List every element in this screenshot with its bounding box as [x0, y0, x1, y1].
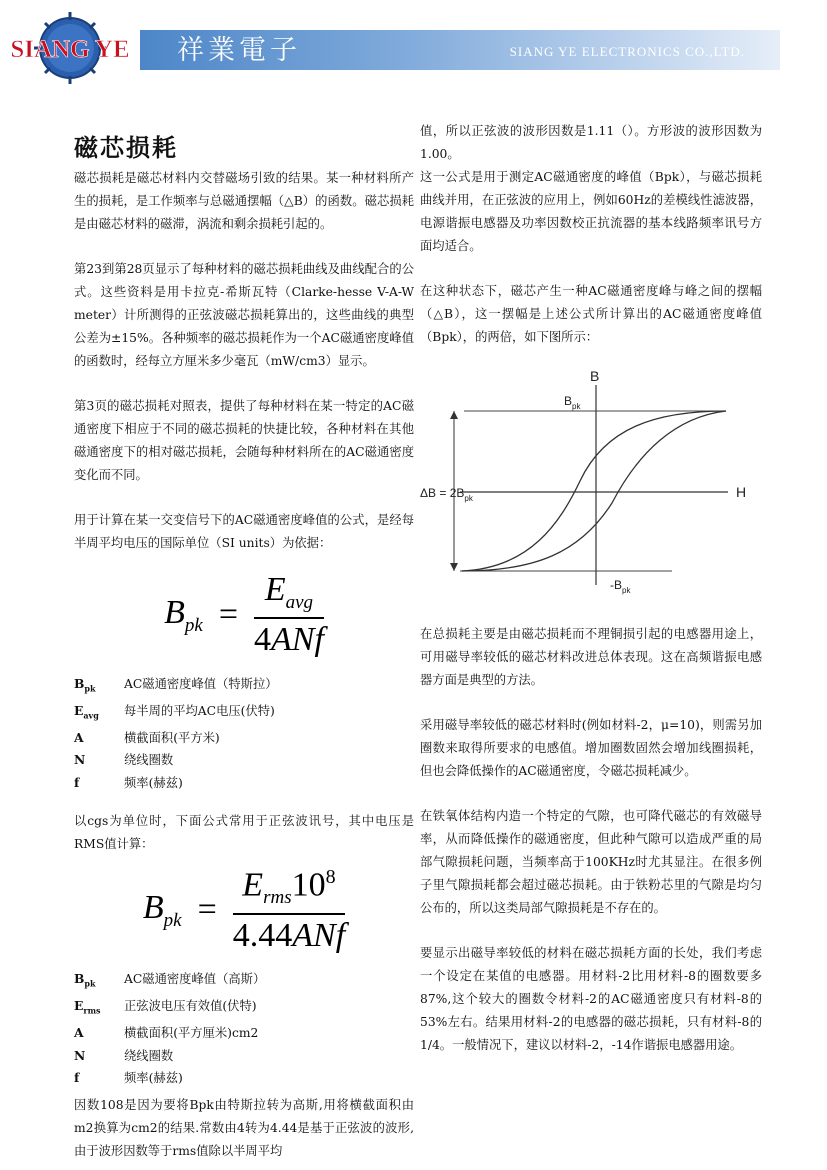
- formula-numerator: $E_{rms}10^8$: [242, 865, 336, 908]
- paragraph-factor-explanation: 因数108是因为要将Bpk由特斯拉转为高斯,用将横截面积由m2换算为cm2的结果.常数由4转为4.44是基于正弦波的波形,由于波形因数等于rms值除以半周平均: [74, 1097, 414, 1158]
- definition-row: f 频率(赫兹): [74, 1070, 183, 1086]
- paragraph-flux-swing: 在这种状态下，磁芯产生一种AC磁通密度峰与峰之间的摆幅（△B），这一摆幅是上述公式所计算出的AC磁通密度峰值（Bpk），的两倍，如下图所示：: [420, 284, 762, 344]
- formula-equals: =: [197, 891, 217, 929]
- definition-row: N 绕线圈数: [74, 1047, 174, 1063]
- paragraph-form-factor: 值，所以正弦波的波形因数是1.11（）。方形波的波形因数为1.00。: [420, 124, 762, 161]
- paragraph-air-gap: 在铁氧体结构内造一个特定的气隙，也可降代磁芯的有效磁导率，从而降低操作的磁通密度，但此种气隙可以造成严重的局部气隙损耗问题，当频率高于100KHz时尤其显注。在很多例子里气隙损耗都会超过磁芯损耗。由于铁粉芯里的气隙是均匀公布的，所以这类局部气隙损耗是不存在的。: [420, 809, 762, 915]
- logo-text: SIANG YE: [10, 36, 130, 63]
- definition-row: A 横截面积(平方米): [74, 729, 220, 745]
- paragraph-loss-table: 第3页的磁芯损耗对照表，提供了每种材料在某一特定的AC磁通密度下相应于不同的磁芯损耗的快捷比较，各种材料在其他磁通密度下的相对磁芯损耗，会随每种材料所在的AC磁通密度变化而不同。: [74, 399, 414, 482]
- paragraph-cgs-formula-intro: 以cgs为单位时，下面公式常用于正弦波讯号，其中电压是RMS值计算：: [74, 814, 414, 852]
- h-axis-label: H: [736, 484, 747, 500]
- bpk-label: $B_{pk}$: [564, 394, 581, 411]
- definition-row: $B_{pk}$ AC磁通密度峰值（特斯拉）: [74, 676, 278, 694]
- formula-fraction: [254, 571, 324, 660]
- right-column: [420, 120, 762, 1057]
- formula-lhs: $B_{pk}$: [142, 889, 182, 931]
- formula-lhs: $B_{pk}$: [164, 593, 203, 636]
- page-header: [0, 0, 827, 95]
- formula-denominator: 4ANf: [254, 621, 324, 659]
- brand-name-zh: 祥業電子: [177, 35, 301, 66]
- definition-row: A 横截面积(平方厘米)cm2: [74, 1025, 259, 1041]
- formula-si-units: [74, 565, 414, 665]
- b-axis-label: B: [590, 368, 600, 384]
- variable-definitions-si: [74, 673, 414, 794]
- definition-row: f 频率(赫兹): [74, 774, 183, 790]
- paragraph-formula-usage: 这一公式是用于测定AC磁通密度的峰值（Bpk），与磁芯损耗曲线并用，在正弦波的应用上，例如60Hz的差模线性滤波器，电源谐振电感器及功率因数校正抗流器的基本线路频率讯号方面均适合。: [420, 170, 762, 253]
- delta-b-label: $\Delta B = 2B_{pk}$: [420, 486, 473, 503]
- page-title: 磁芯损耗: [74, 134, 178, 162]
- paragraph-low-permeability: 在总损耗主要是由磁芯损耗而不理铜损引起的电感器用途上，可用磁导率较低的磁芯材料改进总体表现。这在高频谐振电感器方面是典型的方法。: [420, 627, 762, 687]
- variable-definitions-cgs: [74, 968, 414, 1089]
- formula-denominator: 4.44ANf: [232, 916, 346, 954]
- company-logo: [6, 8, 134, 88]
- brand-name-en: SIANG YE ELECTRONICS CO.,LTD.: [509, 44, 745, 59]
- paragraph-comparison: 要显示出磁导率较低的材料在磁芯损耗方面的长处，我们考虑一个设定在某值的电感器。用材料-2比用材料-8的圈数要多87%,这个较大的圈数令材料-2的AC磁通密度只有材料-8的53%左右。结果用材料-2的电感器的磁芯损耗，只有材料-8的1/4。一般情况下，建议以材料-2，-14作谐振电感器用途。: [420, 946, 762, 1052]
- paragraph-core-loss-intro: 磁芯损耗是磁芯材料内交替磁场引致的结果。某一种材料所产生的损耗，是工作频率与总磁通摆幅（△B）的函数。磁芯损耗是由磁芯材料的磁滞，涡流和剩余损耗引起的。: [74, 171, 414, 231]
- definition-row: N 绕线圈数: [74, 752, 174, 768]
- definition-row: $E_{avg}$ 每半周的平均AC电压(伏特): [74, 702, 275, 721]
- arrow-head-down: [450, 563, 458, 571]
- hysteresis-lower-branch: [462, 411, 726, 571]
- definition-row: $E_{rms}$ 正弦波电压有效值(伏特): [74, 998, 257, 1016]
- formula-cgs-units: [74, 860, 414, 960]
- paragraph-material-2: 采用磁导率较低的磁芯材料时(例如材料-2，μ=10)，则需另加圈数来取得所要求的电感值。增加圈数固然会增加线圈损耗，但也会降低操作的AC磁通密度，令磁芯损耗减少。: [420, 718, 762, 778]
- definition-row: $B_{pk}$ AC磁通密度峰值（高斯）: [74, 971, 266, 989]
- neg-bpk-label: $-B_{pk}$: [610, 578, 631, 595]
- hysteresis-upper-branch: [462, 411, 726, 571]
- hysteresis-loop-diagram: [420, 363, 762, 595]
- arrow-head-up: [450, 411, 458, 419]
- formula-fraction: [233, 866, 345, 955]
- paragraph-loss-curves: 第23到第28页显示了每种材料的磁芯损耗曲线及曲线配合的公式。这些资料是用卡拉克-希斯瓦特（Clarke-hesse V-A-W meter）计所测得的正弦波磁芯损耗算出的，这些曲线的典型公差为±15%。各种频率的磁芯损耗作为一个AC磁通密度峰值的函数时，经每立方厘米多少毫瓦（mW/cm3）显示。: [74, 262, 414, 368]
- formula-numerator: $E_{avg}$: [264, 570, 314, 613]
- paragraph-si-formula-intro: 用于计算在某一交变信号下的AC磁通密度峰值的公式，是经每半周平均电压的国际单位（SI units）为依据：: [74, 513, 414, 550]
- left-column: [74, 120, 414, 1163]
- formula-equals: =: [218, 596, 238, 633]
